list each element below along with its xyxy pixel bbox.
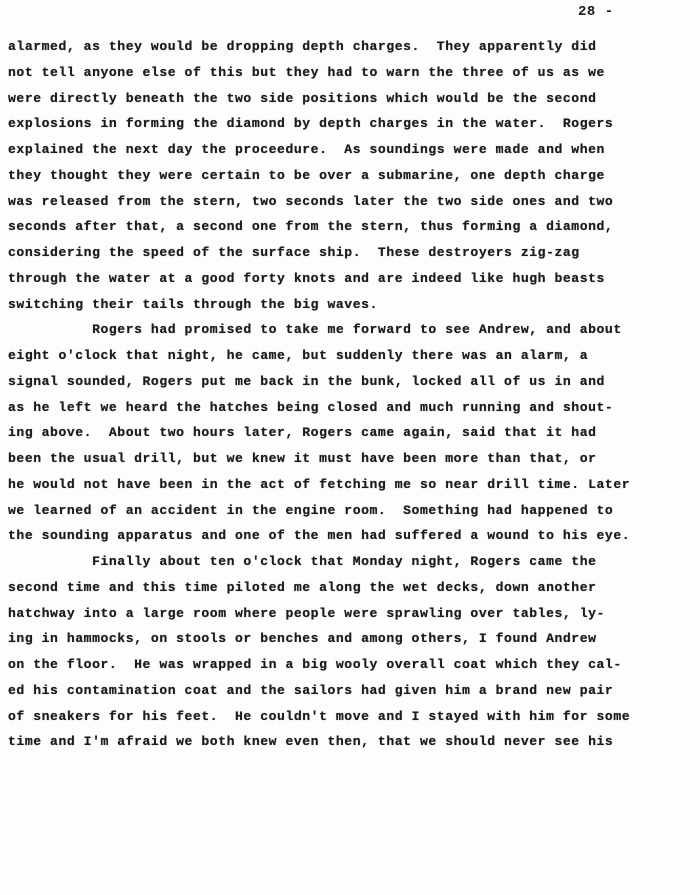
text-line: hatchway into a large room where people were sprawling over tables, ly-	[8, 605, 605, 621]
text-line: as he left we heard the hatches being closed and much running and shout-	[8, 399, 614, 415]
text-line: ing above. About two hours later, Rogers came again, said that it had	[8, 425, 597, 441]
text-line: we learned of an accident in the engine room. Something had happened to	[8, 502, 614, 518]
text-line: eight o'clock that night, he came, but suddenly there was an alarm, a	[8, 348, 589, 363]
text-line: been the usual drill, but we knew it must have been more than that, or	[8, 451, 597, 466]
text-line: were directly beneath the two side positions which would be the second	[8, 90, 597, 106]
text-line: second time and this time piloted me along the wet decks, down another	[8, 579, 597, 595]
text-line: switching their tails through the big waves.	[8, 296, 378, 312]
text-line: alarmed, as they would be dropping depth charges. They apparently did	[8, 39, 597, 54]
text-line: explosions in forming the diamond by depth charges in the water. Rogers	[8, 116, 614, 132]
text-line: explained the next day the proceedure. As soundings were made and when	[8, 142, 605, 157]
text-line: signal sounded, Rogers put me back in the bunk, locked all of us in and	[8, 373, 605, 389]
text-line: was released from the stern, two seconds later the two side ones and two	[8, 193, 614, 209]
text-line: ed his contamination coat and the sailors had given him a brand new pair	[8, 682, 614, 698]
text-line: time and I'm afraid we both knew even then, that we should never see his	[8, 734, 614, 750]
text-line: through the water at a good forty knots and are indeed like hugh beasts	[8, 270, 605, 286]
text-line: he would not have been in the act of fetching me so near drill time. Later	[8, 476, 631, 492]
page-number: 28 -	[578, 4, 614, 20]
text-line: seconds after that, a second one from the stern, thus forming a diamond,	[8, 219, 614, 235]
text-line: the sounding apparatus and one of the men had suffered a wound to his eye.	[8, 528, 631, 544]
text-line: they thought they were certain to be over a submarine, one depth charge	[8, 167, 605, 183]
text-line: considering the speed of the surface ship. These destroyers zig-zag	[8, 245, 580, 260]
text-line: Rogers had promised to take me forward to see Andrew, and about	[8, 322, 622, 338]
text-line: Finally about ten o'clock that Monday night, Rogers came the	[8, 554, 597, 569]
body-text	[8, 34, 698, 755]
text-line: on the floor. He was wrapped in a big wooly overall coat which they cal-	[8, 657, 622, 672]
text-line: ing in hammocks, on stools or benches and among others, I found Andrew	[8, 631, 597, 647]
text-line: of sneakers for his feet. He couldn't move and I stayed with him for some	[8, 708, 631, 724]
text-line: not tell anyone else of this but they had to warn the three of us as we	[8, 64, 605, 80]
